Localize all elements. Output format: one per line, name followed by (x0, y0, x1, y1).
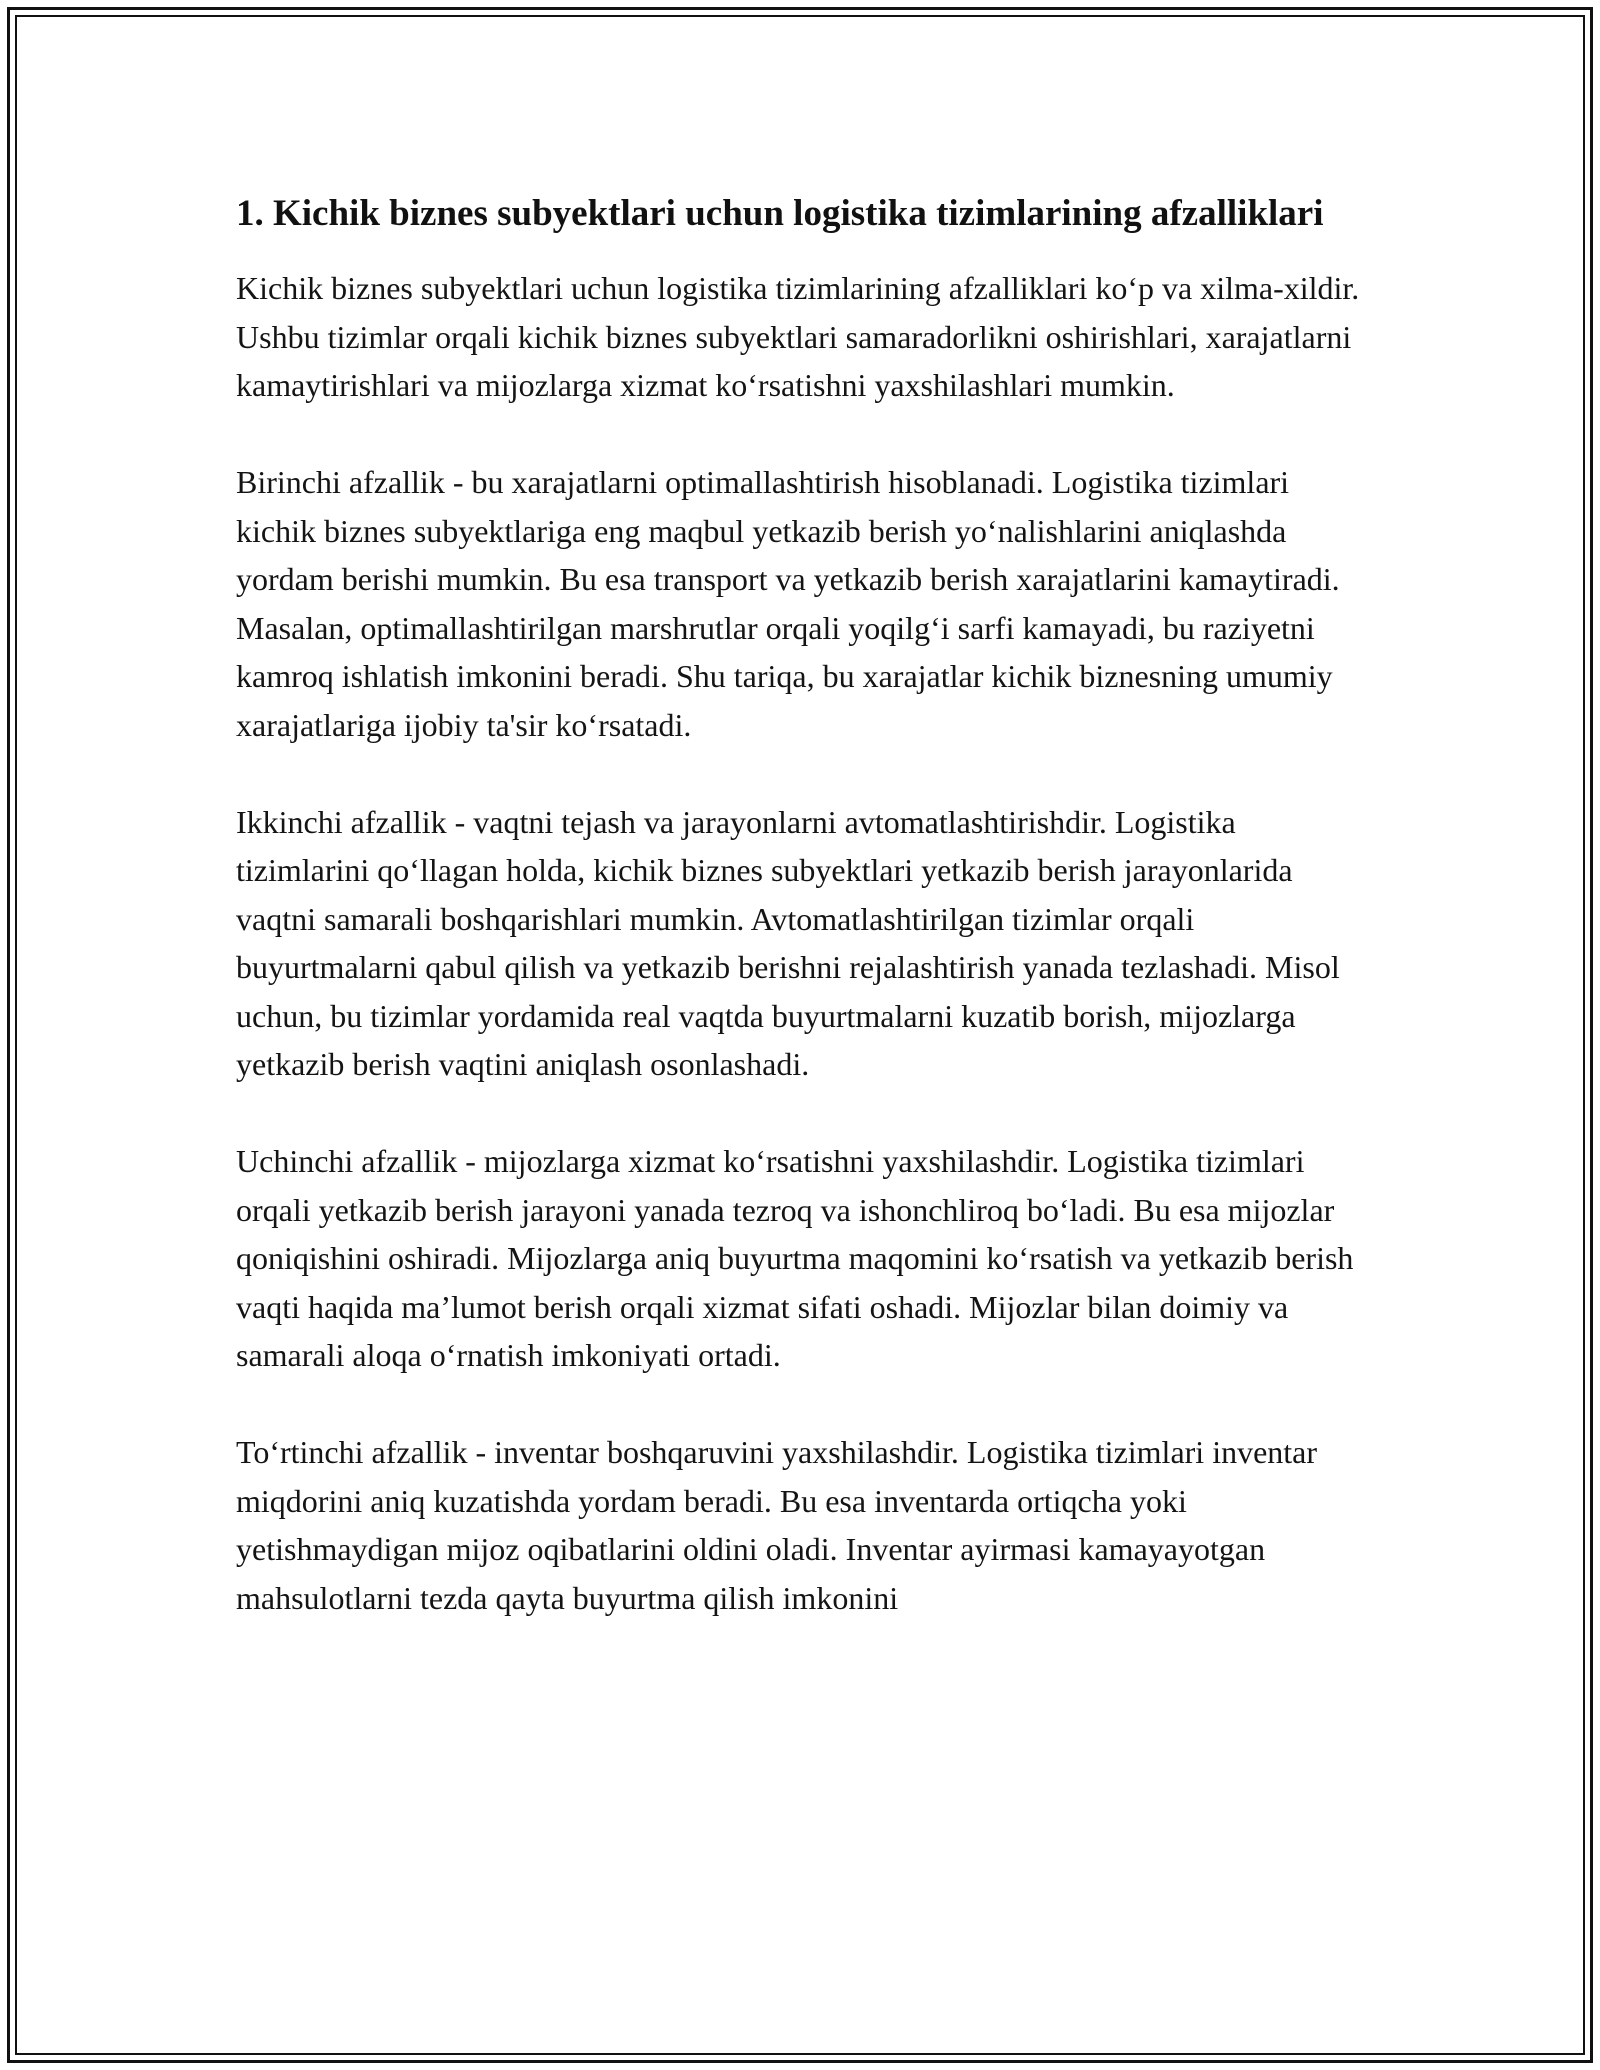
paragraph-fourth-advantage: To‘rtinchi afzallik - inventar boshqaruvini yaxshilashdir. Logistika tizimlari inventar miqdorini aniq kuzatishda yordam beradi. Bu esa inventarda ortiqcha yoki yetishmaydigan mijoz oqibatlarini oldini oladi. Inventar ayirmasi kamayayotgan mahsulotlarni tezda qayta buyurtma qilish imkonini (236, 1434, 1318, 1616)
document-body (236, 186, 1366, 1622)
paragraph-first-advantage: Birinchi afzallik - bu xarajatlarni optimallashtirish hisoblanadi. Logistika tizimlari kichik biznes subyektlariga eng maqbul yetkazib berish yo‘nalishlarini aniqlashda yordam berishi mumkin. Bu esa transport va yetkazib berish xarajatlarini kamaytiradi. Masalan, optimallashtirilgan marshrutlar orqali yoqilg‘i sarfi kamayadi, bu raziyetni kamroq ishlatish imkonini beradi. Shu tariqa, bu xarajatlar kichik biznesning umumiy xarajatlariga ijobiy ta'sir ko‘rsatadi. (236, 464, 1340, 743)
paragraph-intro: Kichik biznes subyektlari uchun logistika tizimlarining afzalliklari ko‘p va xilma-xildir. Ushbu tizimlar orqali kichik biznes subyektlari samaradorlikni oshirishlari, xarajatlarni kamaytirishlari va mijozlarga xizmat ko‘rsatishni yaxshilashlari mumkin. (236, 270, 1360, 403)
section-heading: 1. Kichik biznes subyektlari uchun logistika tizimlarining afzalliklari (236, 193, 1324, 234)
paragraph-second-advantage: Ikkinchi afzallik - vaqtni tejash va jarayonlarni avtomatlashtirishdir. Logistika tizimlarini qo‘llagan holda, kichik biznes subyektlari yetkazib berish jarayonlarida vaqtni samarali boshqarishlari mumkin. Avtomatlashtirilgan tizimlar orqali buyurtmalarni qabul qilish va yetkazib berishni rejalashtirish yanada tezlashadi. Misol uchun, bu tizimlar yordamida real vaqtda buyurtmalarni kuzatib borish, mijozlarga yetkazib berish vaqtini aniqlash osonlashadi. (236, 803, 1340, 1082)
paragraph-third-advantage: Uchinchi afzallik - mijozlarga xizmat ko‘rsatishni yaxshilashdir. Logistika tizimlari orqali yetkazib berish jarayoni yanada tezroq va ishonchliroq bo‘ladi. Bu esa mijozlar qoniqishini oshiradi. Mijozlarga aniq buyurtma maqomini ko‘rsatish va yetkazib berish vaqti haqida ma’lumot berish orqali xizmat sifati oshadi. Mijozlar bilan doimiy va samarali aloqa o‘rnatish imkoniyati ortadi. (236, 1143, 1354, 1373)
